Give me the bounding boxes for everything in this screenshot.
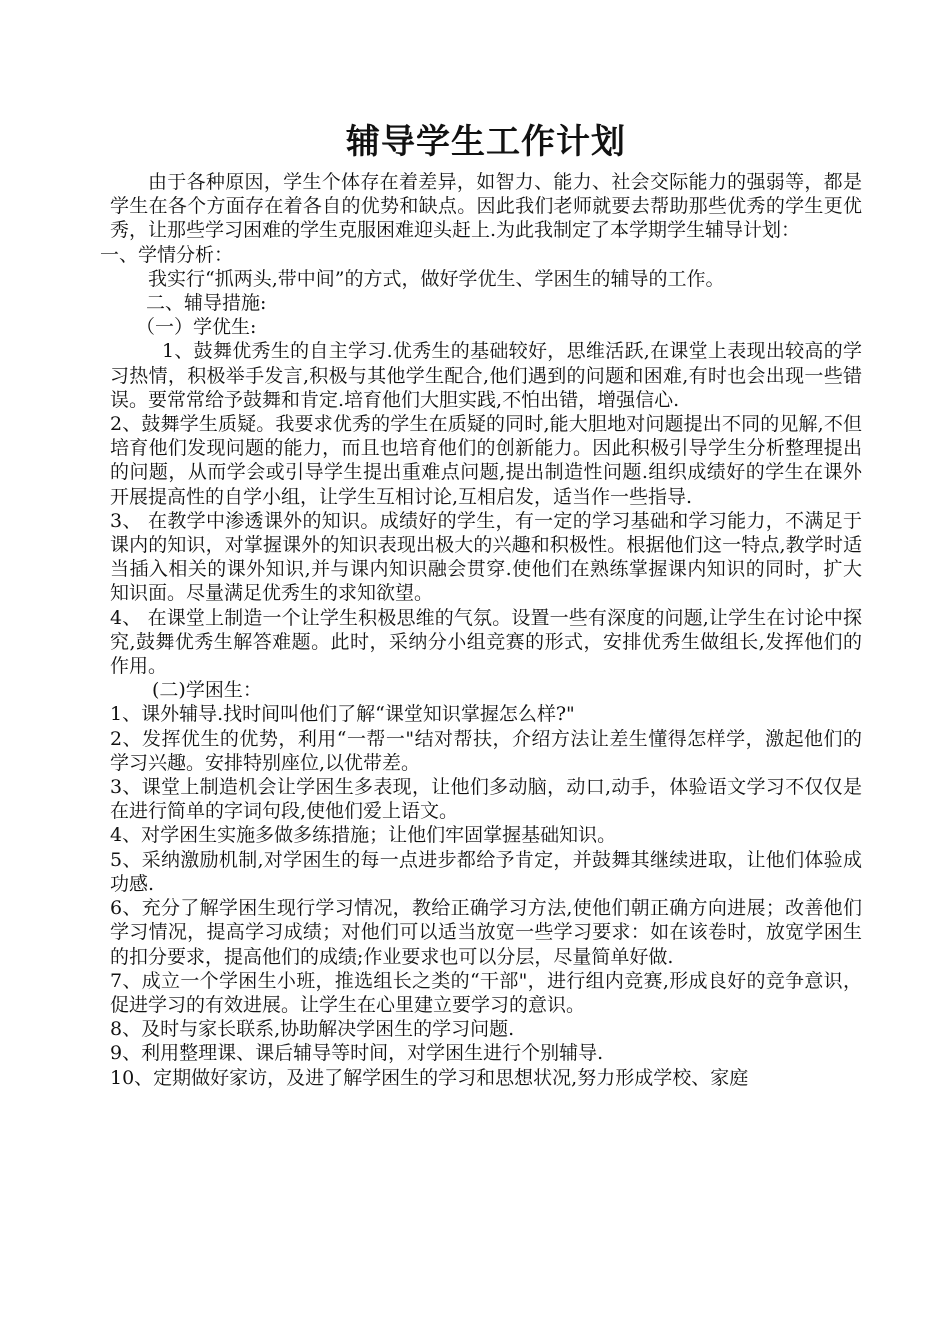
section-heading-measures: 二、辅导措施: [146, 292, 267, 315]
list-item: 4、对学困生实施多做多练措施；让他们牢固掌握基础知识。 [110, 824, 617, 847]
list-item: 7、成立一个学困生小班，推选组长之类的“干部"，进行组内竞赛,形成良好的竞争意识，促进学习的有效进展。让学生在心里建立要学习的意识。 [110, 969, 862, 1016]
list-item: 6、充分了解学困生现行学习情况，教给正确学习方法,使他们朝正确方向进展；改善他们学习情况，提高学习成绩；对他们可以适当放宽一些学习要求：如在该卷时，放宽学困生的扣分要求，提高他们的成绩;作业要求也可以分层，尽量简单好做. [110, 897, 862, 968]
list-item: 1、课外辅导.找时间叫他们了解“课堂知识掌握怎么样?" [110, 703, 575, 726]
list-item: 4、 在课堂上制造一个让学生积极思维的气氛。设置一些有深度的问题,让学生在讨论中探究,鼓舞优秀生解答难题。此时，采纳分小组竞赛的形式，安排优秀生做组长,发挥他们的作用。 [110, 606, 862, 678]
subsection-heading-top-students: （一）学优生: [136, 316, 257, 339]
list-item: 5、采纳激励机制,对学困生的每一点进步都给予肯定，并鼓舞其继续进取，让他们体验成功感. [110, 848, 862, 895]
list-item: 2、发挥优生的优势，利用“一帮一"结对帮扶，介绍方法让差生懂得怎样学，激起他们的学习兴趣。安排特别座位,以优带差。 [110, 727, 862, 774]
list-item: 3、课堂上制造机会让学困生多表现，让他们多动脑，动口,动手，体验语文学习不仅仅是在进行简单的字词句段,使他们爱上语文。 [110, 776, 862, 823]
document-page [100, 118, 862, 1090]
intro-paragraph: 由于各种原因，学生个体存在着差异，如智力、能力、社会交际能力的强弱等，都是学生在各个方面存在着各自的优势和缺点。因此我们老师就要去帮助那些优秀的学生更优秀，让那些学习困难的学生克服困难迎头赶上.为此我制定了本学期学生辅导计划： [110, 171, 862, 242]
list-item: 3、 在教学中渗透课外的知识。成绩好的学生，有一定的学习基础和学习能力，不满足于课内的知识，对掌握课外的知识表现出极大的兴趣和积极性。根据他们这一特点,教学时适当插入相关的课外知识,并与课内知识融会贯穿.使他们在熟练掌握课内知识的同时，扩大知识面。尽量满足优秀生的求知欲望。 [110, 509, 862, 605]
section-heading-analysis: 一、学情分析： [100, 243, 234, 266]
subsection-heading-struggling-students: (二)学困生： [152, 679, 262, 702]
list-item: 8、及时与家长联系,协助解决学困生的学习问题. [110, 1018, 515, 1041]
analysis-paragraph: 我实行“抓两头,带中间”的方式，做好学优生、学困生的辅导的工作。 [148, 267, 725, 290]
list-item: 10、定期做好家访，及进了解学困生的学习和思想状况,努力形成学校、家庭 [110, 1066, 749, 1089]
list-item: 1、鼓舞优秀生的自主学习.优秀生的基础较好，思维活跃,在课堂上表现出较高的学习热情，积极举手发言,积极与其他学生配合,他们遇到的问题和困难,有时也会出现一些错误。要常常给予鼓舞和肯定.培育他们大胆实践,不怕出错，增强信心. [110, 340, 862, 411]
list-item: 9、利用整理课、课后辅导等时间，对学困生进行个别辅导. [110, 1042, 604, 1065]
document-title: 辅导学生工作计划 [346, 122, 626, 162]
list-item: 2、鼓舞学生质疑。我要求优秀的学生在质疑的同时,能大胆地对问题提出不同的见解,不但培育他们发现问题的能力，而且也培育他们的创新能力。因此积极引导学生分析整理提出的问题，从而学会或引导学生提出重难点问题,提出制造性问题.组织成绩好的学生在课外开展提高性的自学小组，让学生互相讨论,互相启发，适当作一些指导. [110, 413, 862, 508]
